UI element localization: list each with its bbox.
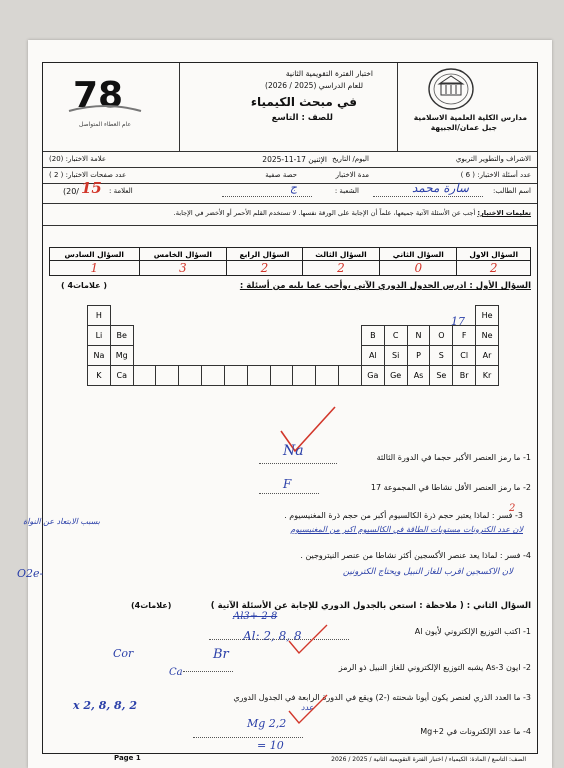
- q2-answer-1: Al: 2, 8, 8: [243, 629, 302, 643]
- section-label: الشعبة :: [334, 187, 359, 195]
- q1-item-3: 3- فسر : لماذا يعتبر حجم ذرة الكالسيوم أكبر من حجم ذرة المغنيسيوم .: [284, 511, 523, 520]
- school-name: مدارس الكلية العلمية الاسلامية: [413, 113, 527, 122]
- pt-cell: Al: [361, 346, 384, 366]
- q2-marks: (4علامات): [131, 601, 172, 610]
- pt-cell: Ge: [384, 366, 407, 386]
- footer-info: الصف: التاسع / المادة: الكيمياء / اختبار الفترة التقويمية الثانية / 2025 / 2026: [331, 756, 526, 763]
- q1-item-4: 4- فسر : لماذا يعد عنصر الأكسجين أكثر نشاطا من عنصر النيتروجين .: [300, 551, 531, 560]
- q2-item-1: 1- اكتب التوزيع الإلكتروني لأيون Al: [414, 627, 531, 636]
- school-location: جبل عمان/الجبيهة: [430, 123, 497, 132]
- q1-item-2: 2- ما رمز العنصر الأقل نشاطا في المجموعة 17: [370, 483, 531, 492]
- instructions-label: تعليمات الاختبار:: [477, 209, 531, 217]
- pt-cell: Ca: [110, 366, 133, 386]
- score-header-2: السؤال الثاني: [380, 248, 457, 261]
- periodic-table: [87, 305, 499, 386]
- q1-item-1: 1- ما رمز العنصر الأكبر حجما في الدورة الثالثة: [376, 453, 531, 462]
- q2-answer-2: Br: [213, 647, 229, 662]
- exam-frame: [17, 62, 538, 754]
- score-value-2: 0: [380, 261, 457, 276]
- q1-answer-2: F: [283, 477, 292, 491]
- q2-answer-4-tag: عدد: [301, 703, 314, 712]
- q2-answer-3: x 2, 8, 8, 2: [73, 699, 137, 712]
- pt-cell: B: [361, 326, 384, 346]
- section-handwritten: ج: [289, 181, 297, 194]
- pt-cell: F: [453, 326, 476, 346]
- score-header-3: السؤال الثالث: [302, 248, 380, 261]
- pt-cell: He: [476, 306, 499, 326]
- grade-title: للصف : التاسع: [271, 113, 333, 123]
- logo-icon: [65, 71, 145, 121]
- pt-cell: S: [430, 346, 453, 366]
- score-header-4: السؤال الرابع: [227, 248, 302, 261]
- pt-cell: Ga: [361, 366, 384, 386]
- pt-cell: Cl: [453, 346, 476, 366]
- q2-answer-3-note: Ca: [169, 667, 183, 678]
- q1-answer-4: لان الاكسجين اقرب للغاز النبيل ويحتاج الكترونين: [342, 567, 513, 577]
- q1-answer-3-note: بسبب الابتعاد عن النواة: [23, 517, 101, 526]
- day-date-label: اليوم/ التاريخ: [332, 155, 369, 163]
- subject-title: في مبحث الكيمياء: [250, 95, 357, 109]
- q1-title: السؤال الأول : ادرس الجدول الدوري الآتي ،وأجب عما يليه من أسئلة :: [239, 281, 531, 291]
- pt-cell: As: [407, 366, 430, 386]
- pt-cell: Li: [88, 326, 111, 346]
- score-value-5: 3: [139, 261, 227, 276]
- pt-cell: H: [88, 306, 111, 326]
- pt-cell: Kr: [476, 366, 499, 386]
- student-name-handwritten: سارة محمد: [411, 181, 469, 195]
- red-check-q2: [283, 623, 343, 743]
- score-value-4: 2: [227, 261, 302, 276]
- score-header-5: السؤال الخامس: [139, 248, 227, 261]
- score-value-1: 2: [457, 261, 531, 276]
- pt-cell: Se: [430, 366, 453, 386]
- exam-mark: علامة الاختبار: (20): [49, 155, 107, 163]
- mark-label: العلامة :: [109, 187, 133, 195]
- academic-year: للعام الدراسي (2025 / 2026): [265, 81, 363, 90]
- score-value-3: 2: [302, 261, 380, 276]
- pages-count: عدد صفحات الاختبار: ( 2 ): [49, 171, 127, 179]
- logo-caption: عام العطاء المتواصل: [78, 121, 132, 128]
- scores-table: [49, 247, 531, 276]
- q2-answer-1-struck: Al3+ 2 8: [233, 611, 278, 622]
- pt-cell: C: [384, 326, 407, 346]
- duration-label: مدة الاختبار: [335, 171, 369, 179]
- svg-text:78: 78: [73, 75, 124, 116]
- pt-cell: Mg: [110, 346, 133, 366]
- q2-answer-4: Mg 2,2: [247, 717, 287, 730]
- score-header-1: السؤال الاول: [457, 248, 531, 261]
- school-crest: [423, 67, 479, 111]
- questions-count: عدد أسئلة الاختبار: ( 6 ): [460, 171, 531, 179]
- pt-cell: Br: [453, 366, 476, 386]
- exam-title: اختبار الفترة التقويمية الثانية: [285, 69, 373, 78]
- pt-cell: N: [407, 326, 430, 346]
- supervision-label: الاشراف والتطوير التربوي: [455, 155, 531, 163]
- q2-answer-4-total: = 10: [257, 739, 284, 752]
- instructions: [174, 209, 531, 217]
- score-header-6: السؤال السادس: [50, 248, 140, 261]
- instructions-text: أجب عن الأسئلة الآتية جميعها، علماً أن الإجابة على الورقة نفسها. لا تستخدم القلم الأحمر أو الأخضر في الإجابة.: [173, 209, 476, 217]
- pt-cell: Ne: [476, 326, 499, 346]
- q2-answer-2-side: Cor: [113, 647, 134, 660]
- pt-cell: Be: [110, 326, 133, 346]
- q2-item-4: 4- ما عدد الإلكترونات في Mg+2: [420, 727, 531, 736]
- anniversary-logo: [65, 71, 145, 128]
- pt-cell: K: [88, 366, 111, 386]
- q2-item-3: 3- ما العدد الذري لعنصر يكون أيونا شحنته (-2) ويقع في الدورة الرابعة في الجدول الدوري: [233, 693, 531, 702]
- pt-cell: O: [430, 326, 453, 346]
- day-date-value: الإثنين 17-11-2025: [262, 155, 327, 164]
- handwritten-17: 17: [451, 315, 465, 328]
- q2-item-2: 2- ايون As-3 يشبه التوزيع الإلكتروني للغاز النبيل ذو الرمز: [338, 663, 531, 672]
- q1-answer-3: لان عدد الكترونات مستويات الطاقة في الكالسيوم اكبر من المغنيسيوم: [290, 525, 523, 534]
- exam-paper: [17, 40, 552, 768]
- pt-cell: Na: [88, 346, 111, 366]
- q2-title: السؤال الثاني : ( ملاحظة : استعن بالجدول الدوري للإجابة عن الأسئلة الآتية ): [210, 601, 531, 611]
- mark-total: (20/: [63, 187, 79, 196]
- crest-icon: [423, 67, 479, 111]
- q1-marks: ( 4علامات ): [61, 281, 108, 290]
- pt-cell: Si: [384, 346, 407, 366]
- pt-cell: Ar: [476, 346, 499, 366]
- score-handwritten: 15: [81, 179, 102, 197]
- student-label: اسم الطالب:: [492, 187, 531, 195]
- duration-value: حصة صفية: [265, 171, 297, 179]
- q1-answer-1: Na: [283, 443, 304, 459]
- score-value-6: 1: [50, 261, 140, 276]
- q1-answer-4-note: O2e-: [17, 567, 44, 580]
- page-number: Page 1: [114, 754, 141, 762]
- red-mark: 2: [509, 503, 516, 514]
- pt-cell: P: [407, 346, 430, 366]
